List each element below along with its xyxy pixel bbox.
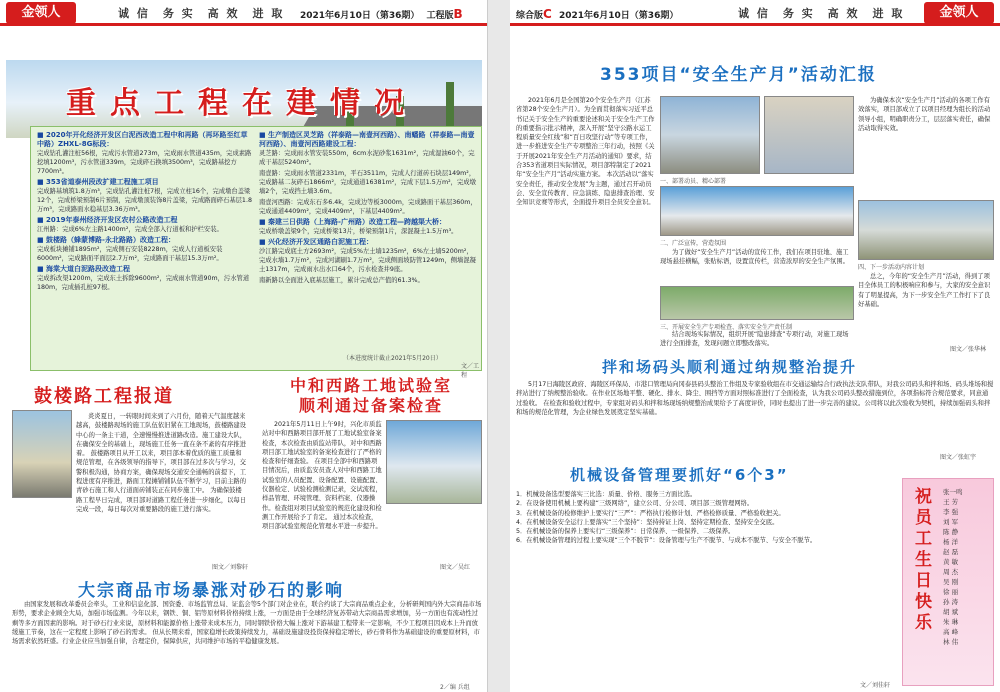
lab-photo bbox=[386, 420, 482, 504]
status-item bbox=[37, 216, 252, 234]
status-item-title: ■ 353省道泰州段改扩建工程施工项目 bbox=[37, 178, 159, 186]
safety-title: 353项目“安全生产月”活动汇报 bbox=[600, 65, 877, 85]
project-status-box bbox=[30, 126, 482, 379]
stats-page-marker: 文／工程 bbox=[461, 363, 480, 379]
status-item bbox=[37, 236, 252, 263]
birthday-name: 徐 丽 bbox=[943, 588, 959, 596]
status-item-body: 完成桥墩盖梁9个，完成桥梁13片，桥梁预制1片，深混凝土1.5万m³。 bbox=[259, 228, 458, 235]
safety-cap4: 四、下一步活动内容计划 bbox=[858, 264, 925, 271]
machine-body: 1．机械设备选型要落实三比选：质量、价格、服务三方面比选。 2．在设备使用机械上要构建“三级网络”，建立公司、分公司、项目部三级管理网络。 3．在机械设备的检修维护上要实行“三严”：严格执行检修计划、严格检修质量、严格验收把关。 4．在机械设备安全运行上要落实“三个坚持”：坚持持证上岗、坚持定期检查、坚持安全交底。 5．在机械设备的保养上要实行“三级保养”：日常保养、一级保养、二级保养。 6．在机械设备管理的过程上要实现“三个不脱节”：设备管理与生产不脱节、与成本不脱节、与安全不脱节。 bbox=[516, 491, 817, 545]
safety-body: 2021年6月是全国第20个安全生产月（江苏省第28个安全生产月）。为全面贯彻落实习近平总书记关于安全生产的重要论述和关于安全生产工作的重要指示批示精神，深入开展“坚守公路水运工程质量安全红线”和“百日攻坚行动”等专项工作，进一步推进安全生产专项整治三年行动，按照《关于开展2021年安全生产月活动的通知》要求，结合353省道项目实际情况，项目部特制定了2021年“安全生产月”活动实施方案。 本次活动以“落实安全责任，推动安全发展”为主题，通过召开动员会、安全宣传教育、应急演练、隐患排查治理、安全知识竞赛等形式，全面提升项目全员安全意识。 bbox=[516, 97, 655, 207]
gulou-title: 鼓楼路工程报道 bbox=[34, 386, 174, 407]
commodity-body: 由国家发展和改革委员会牵头，工业和信息化部、国资委、市场监管总局、证监会等5个部门对企业在，联合约谈了大宗商品重点企业，分析研判国内外大宗商品市场形势，要求企业顾全大局，加强市场监测。今年以来，钢铁、铜、铝等原材料价格持续上涨，一方面是由于全球经济复苏带动大宗商品需求增加，另一方面也有流动性过剩等多方面因素的影响。对于砂石行业来说，原材料和能源价格上涨带来成本压力，同时钢铁价格大幅上涨对下游基建工程带来一定影响，不少工程项目因成本上升而放缓施工节奏，这在一定程度上影响了砂石的需求。 但从长期来看，国家稳增长政策持续发力，基础设施建设投资保持稳定增长，砂石骨料作为基础建设的重要原材料，市场需求依然旺盛。行业企业应当加强自律，合理定价，保障供应，共同维护市场的平稳健康发展。 bbox=[12, 601, 482, 646]
status-item-title: ■ 秦建三日供路（上海路-广州路）改造工程—跨越渠大桥： bbox=[259, 218, 446, 226]
left-edition-letter: B bbox=[453, 7, 463, 21]
status-item-title: ■ 兴化经济开发区通路白泥施工程： bbox=[259, 238, 374, 246]
safety-body3: 为了做好“安全生产月”活动的宣传工作，我们在项目驻地、施工现场悬挂横幅，张贴标语，设置宣传栏，营造浓厚的安全生产氛围。 bbox=[660, 249, 849, 266]
lab-credit: 图文／吴红 bbox=[440, 564, 471, 571]
safety-cap3: 三、开展安全生产专项检查、落实安全生产责任制 bbox=[660, 324, 793, 331]
birthday-name: 胡 斌 bbox=[943, 608, 959, 616]
status-item-body: 完成钻孔灌注桩56根，完成污水管道273m，完成雨水管道435m，完成素路挖填1200m³，污水管道339m，完成碎石换填3500m³，完成路基挖方7700m³。 bbox=[37, 150, 252, 175]
right-dateline bbox=[516, 7, 678, 21]
machine-credit: 文／刘佳轩 bbox=[860, 682, 891, 689]
birthday-name: 高 峰 bbox=[943, 628, 959, 636]
status-item-title: ■ 鼓楼路（蜂蒙博路-永北路路）改造工程： bbox=[37, 236, 175, 244]
left-page-footer: 2／编 兵组 bbox=[440, 684, 470, 691]
right-logo: 金领人 bbox=[924, 2, 994, 24]
birthday-name: 杨 洋 bbox=[943, 538, 959, 546]
lab-title: 中和西路工地试验室 顺利通过备案检查 bbox=[289, 376, 452, 415]
status-item-body: 南壹路：完成雨水管道2331m，平石3511m，完成人行道砖石块层149m²，完成路基二灰碎石1866m²，完成通道16381m²，完成下层1.5万m²，完成墩墙2个，完成挡土墙3.6m。 bbox=[259, 170, 476, 195]
right-date: 2021年6月10日（第36期） bbox=[558, 11, 679, 21]
status-item-body: 完成拆改渠1200m，完成东土拆除9600m²，完成雨水管道90m，污水管道180m，完成插孔桩97根。 bbox=[37, 275, 250, 291]
gulou-body: 炎炎夏日，一转眼时间来到了六月份，随着天气温度越来越高，鼓楼路现场的施工队伍依旧紧在工地现场，鼓楼路建设中心的一条主干道，全速慢慢推进道路改造。施工建设大队，在确保安全的基础上，现场施工任务一直在条不紊的有序推进着。 鼓楼路项目从开工以来，项目部本着优质的施工质量和规范管理，在各级领导的指导下，项目部在过多次与学习，交警积极沟通，协商方案，确保现场交通安全通畅的前提下，工程进度有序推进，路面工程摊铺铺队伍不断学习，目前主路的青砂石施工和人行道面砖铺装正在同步施工中。 为确保鼓楼路工程早日完成，项目部对道路工程任务进一步细化，以每日完成一段，每日每次对重要路段的施工进行落实。 bbox=[76, 413, 246, 513]
right-edition-letter: C bbox=[543, 7, 552, 21]
status-item bbox=[259, 276, 477, 285]
safety-photo-1 bbox=[660, 96, 760, 174]
status-column-2 bbox=[259, 131, 477, 287]
left-date: 2021年6月10日（第36期） bbox=[300, 11, 420, 21]
pier-credit: 图文／张虹宇 bbox=[940, 454, 977, 461]
safety-body5: 总之，今年的“安全生产月”活动，得到了项目全体员工的积极响应和参与，大家的安全意识有了明显提高，为下一步安全生产工作打下了良好基础。 bbox=[858, 273, 991, 308]
status-item-body: 灵芝路：完成雨水管安装550m，6cm水泥砂浆1631m²，完成湿油60个，完成干基层5240m²。 bbox=[259, 150, 475, 166]
stats-note: （本进度统计截止2021年5月20日） bbox=[343, 355, 442, 362]
status-item-title: ■ 2019年泰州经济开发区农村公路改造工程 bbox=[37, 216, 178, 224]
birthday-name: 周 杰 bbox=[943, 568, 959, 576]
birthday-name: 王 芳 bbox=[943, 498, 959, 506]
status-item bbox=[259, 218, 477, 236]
left-edition-label: 工程版 bbox=[426, 11, 454, 21]
birthday-title: 祝员工生日快乐 bbox=[915, 487, 932, 633]
left-page-engineering-edition bbox=[0, 0, 488, 692]
birthday-name: 刘 军 bbox=[943, 518, 959, 526]
status-item-title: ■ 2020年开化经济开发区白泥西改造工程中和再路（再环路至红草中路）ZHXL-8G标段： bbox=[37, 131, 248, 148]
status-item-body: 沙江路完成底土方2693m²，完成5%左土墙1235m²，6%左土墙5200m²，完成水墙1.7万m²，完成河湖刷1.7万m²，完成侧面坡防管1249m，侧墙混凝土1317m，完成雨水出水口64个，污水检查井9座。 bbox=[259, 248, 476, 273]
birthday-name: 朱 琳 bbox=[943, 618, 959, 626]
right-edition-label: 综合版 bbox=[516, 11, 544, 21]
status-item-title: ■ 海棠大道白泥路段改造工程 bbox=[37, 265, 131, 273]
machine-title: 机械设备管理要抓好“6个3” bbox=[570, 466, 789, 484]
status-column-1 bbox=[37, 131, 252, 294]
status-item bbox=[37, 265, 252, 292]
left-slogan: 诚 信 务 实 高 效 进 取 bbox=[118, 7, 285, 20]
safety-photo-5 bbox=[858, 200, 994, 260]
status-item-body: 完成路基填筑1.8万m³，完成钻孔灌注桩7根，完成立柱16个，完成墩台盖梁12个，完成桥梁预制6片预制，完成墩顶装饰8片盖梁，完成路面碎石基层1.8万m³，完成路面水稳基层3.36万m³。 bbox=[37, 188, 252, 213]
pier-title: 拌和场码头顺利通过纳规整治提升 bbox=[602, 358, 858, 376]
pier-body: 5月17日海陵区政府、海陵区环保局、市港口管理局向冈泰县码头整治工作组及专家验收组在市交通运输综合行政执法支队带队，对我公司码头和拌和场、码头堆场和搅拌站进行了纳规整治验收。在作业区场地平整、硬化、排水、降尘、围挡等方面对照标准进行了全面检查，认为我公司码头整改措施到位，各项指标符合规范要求，同意通过验收。 在检查和验收过程中，专家组对码头和拌和场现场纳规整治成果给予了高度评价，同时也提出了进一步完善的建议。公司将以此次验收为契机，持续加强码头和拌和场的规范化管理，为企业绿色发展奠定坚实基础。 bbox=[516, 381, 994, 416]
page-gutter bbox=[488, 0, 510, 692]
status-item-body: 南新路以全面进入底基层施工，累计完成总产值的61.3%。 bbox=[259, 277, 424, 284]
birthday-name: 陈 静 bbox=[943, 528, 959, 536]
birthday-name: 孙 涛 bbox=[943, 598, 959, 606]
status-item-body: 江州路：完成6%左主路1400m²，完成全部入行道板和护栏安装。 bbox=[37, 226, 223, 233]
left-masthead bbox=[0, 0, 487, 26]
safety-photo-3 bbox=[660, 186, 854, 236]
status-item bbox=[259, 169, 477, 196]
status-item bbox=[259, 238, 477, 274]
banner-title: 重点工程在建情况 bbox=[66, 86, 418, 121]
left-logo: 金领人 bbox=[6, 2, 76, 24]
birthday-name: 赵 磊 bbox=[943, 548, 959, 556]
left-dateline bbox=[300, 7, 463, 21]
safety-cap1: 一、部署动员、精心部署 bbox=[660, 178, 727, 185]
safety-credit: 图文／张华林 bbox=[950, 346, 987, 353]
status-item bbox=[259, 131, 477, 167]
birthday-name: 张一鸣 bbox=[943, 488, 963, 496]
status-item-body: 南壹河西路：完成东石多6.4k，完成边等板3000m，完成路面干基层360m，完成通道4409m²，完成4409m²，下基层4409m²。 bbox=[259, 199, 477, 215]
safety-body2: 为确保本次“安全生产月”活动的各项工作有效落实，项目部成立了以项目经理为组长的活动领导小组，明确职责分工，层层落实责任，确保活动取得实效。 bbox=[858, 97, 991, 132]
status-item bbox=[37, 131, 252, 176]
gulou-photo bbox=[12, 410, 72, 498]
status-item-title: ■ 生产制造区灵芝路（祥泰路—南壹河西路）、南蟠路（祥泰路—南壹河西路）、南壹河西路建设工程： bbox=[259, 131, 475, 148]
gulou-credit: 图文／刘黎轩 bbox=[212, 564, 249, 571]
right-slogan: 诚 信 务 实 高 效 进 取 bbox=[738, 7, 905, 20]
birthday-name: 李 强 bbox=[943, 508, 959, 516]
safety-body4: 结合现场实际情况，组织开展“隐患排查”专项行动，对施工现场进行全面排查，发现问题立即整改落实。 bbox=[660, 331, 849, 348]
status-item bbox=[37, 178, 252, 214]
birthday-name: 吴 刚 bbox=[943, 578, 959, 586]
birthday-box bbox=[902, 478, 994, 686]
status-item bbox=[259, 198, 477, 216]
right-masthead bbox=[510, 0, 1000, 26]
birthday-names bbox=[943, 487, 991, 647]
safety-cap2: 二、广泛宣传，营造氛围 bbox=[660, 240, 727, 247]
status-item-body: 完成板块摊铺1895m²，完成侧石安装8228m，完成人行道板安装6000m²，完成路面平面层2.7万m²，完成路面干基层15.3万m²。 bbox=[37, 246, 223, 262]
birthday-name: 林 伟 bbox=[943, 638, 959, 646]
safety-photo-2 bbox=[764, 96, 854, 174]
birthday-name: 黄 敏 bbox=[943, 558, 959, 566]
safety-photo-4 bbox=[660, 286, 854, 320]
lab-body: 2021年5月11日上午9时，兴化市质监站对中和西路项目部开展了工地试验室备案检查，本次检查由质监站带队，对中和西路项目部工地试验室的备案检查进行了严格的检查和仔细查验。 在项目全部中和西路项目情况后，由质监安员查人对中和西路工地试验室的人员配置、设备配置、设施配置、仪器检定、试验检测检测记录，交试流程，样品管理、环境管理、资料档案、仪器操作。检查组对项目试验室的规范化建设和检测工作开展给予了肯定。 通过本次检查，项目部试验室规范化管理水平进一步提升。 bbox=[262, 421, 382, 531]
commodity-title: 大宗商品市场暴涨对砂石的影响 bbox=[78, 581, 344, 601]
